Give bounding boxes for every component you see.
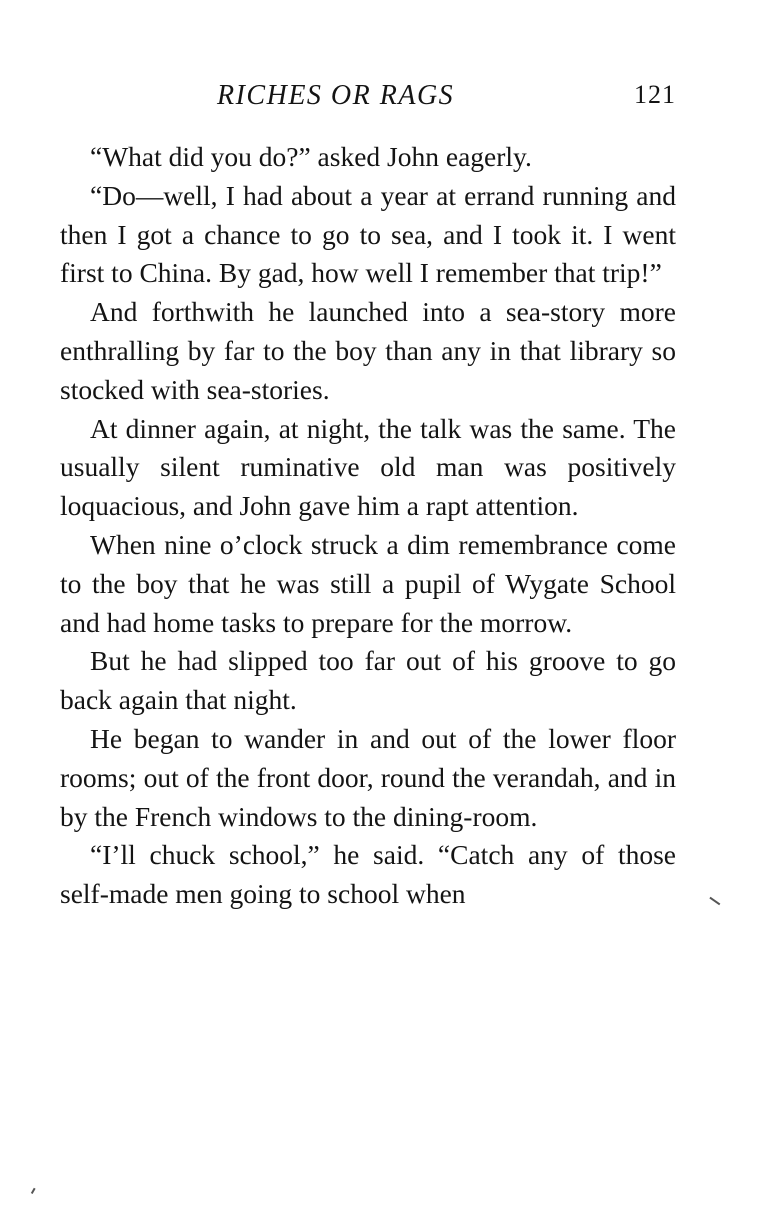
paragraph: But he had slipped too far out of his groove to go back again that night.: [60, 645, 676, 716]
paragraph: “Do—well, I had about a year at errand running and then I got a chance to go to sea, and I took it. I went first to China. By gad, how well I remember that trip!”: [60, 179, 676, 289]
running-head: [60, 80, 676, 120]
paragraph: And forthwith he launched into a sea-story more enthralling by far to the boy than any in that library so stocked with sea-stories.: [60, 296, 676, 405]
paragraph: When nine o’clock struck a dim remembrance come to the boy that he was still a pupil of Wygate School and had home tasks to prepare for the morrow.: [60, 528, 676, 638]
scan-speck: [710, 897, 721, 905]
page-number: 121: [634, 80, 676, 109]
scan-speck: [31, 1188, 35, 1194]
paragraph: “What did you do?” asked John eagerly.: [90, 141, 532, 172]
paragraph: “I’ll chuck school,” he said. “Catch any of those self-made men going to school when: [60, 839, 676, 910]
paragraph: He began to wander in and out of the lower floor rooms; out of the front door, round the verandah, and in by the French windows to the dining-room.: [60, 722, 676, 832]
running-title: RICHES OR RAGS: [217, 80, 455, 111]
body-text: [60, 138, 676, 914]
paragraph: At dinner again, at night, the talk was the same. The usually silent ruminative old man was positively loquacious, and John gave him a rapt attention.: [60, 412, 676, 522]
